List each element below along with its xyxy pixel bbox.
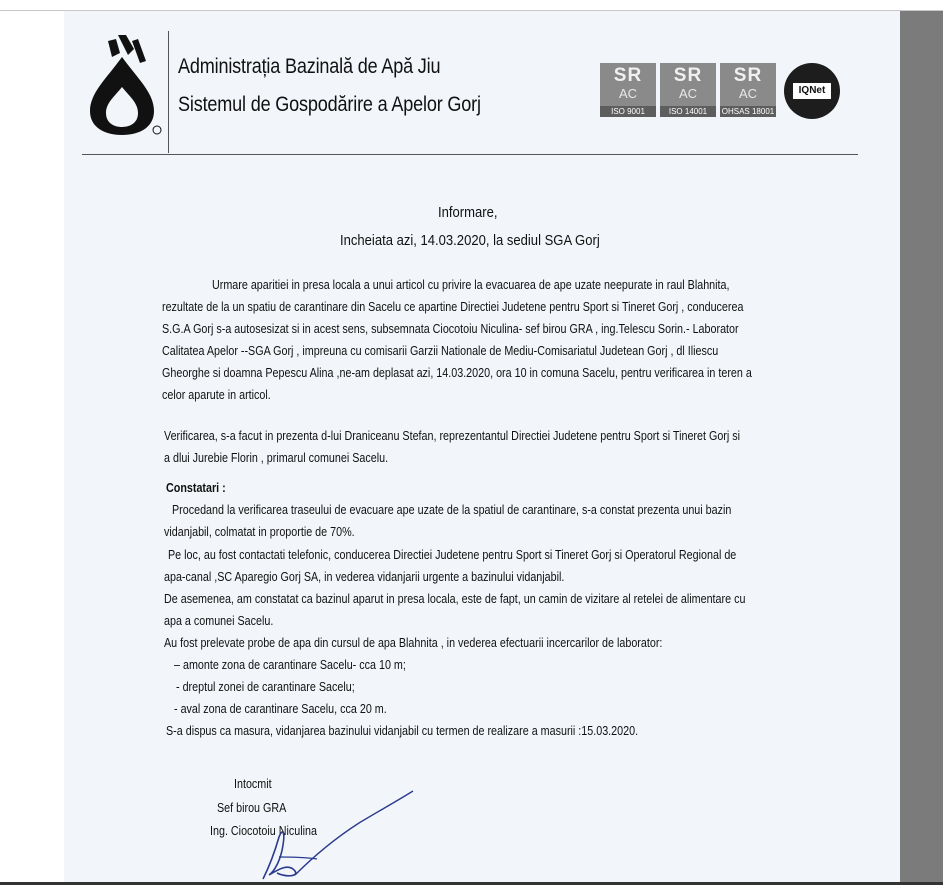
findings-line: De asemenea, am constatat ca bazinul aparut in presa locala, este de fapt, un camin de vizitare al retelei de alimentare cu (164, 592, 746, 606)
water-drop-logo-icon (80, 31, 164, 137)
cert-ohsas18001-badge: SR AC OHSAS 18001 (721, 65, 775, 116)
findings-line: vidanjabil, colmatat in proportie de 70%. (164, 525, 355, 539)
findings-line: S-a dispus ca masura, vidanjarea bazinului vidanjabil cu termen de realizare a masurii :15.03.2020. (166, 724, 639, 738)
para1-line: rezultate de la un spatiu de carantinare din Sacelu ce apartine Directiei Judetene pentru Sport si Tineret Gorj , conducerea (162, 300, 744, 314)
findings-line: apa-canal ,SC Aparegio Gorj SA, in vederea vidanjarii urgente a bazinului vidanjabil. (164, 570, 565, 584)
iqnet-seal-icon: IQNet (784, 63, 840, 119)
para1-line: Urmare aparitiei in presa locala a unui articol cu privire la evacuarea de ape uzate neepurate in raul Blahnita, (212, 278, 730, 292)
para2-line: Verificarea, s-a facut in prezenta d-lui Draniceanu Stefan, reprezentantul Directiei Judetene pentru Sport si Tineret Gorj si (164, 429, 741, 443)
findings-line: Procedand la verificarea traseului de evacuare ape uzate de la spatiul de carantinare, s-a constat prezenta unui bazin (172, 503, 732, 517)
document-subtitle: Incheiata azi, 14.03.2020, la sediul SGA Gorj (340, 233, 600, 249)
viewer-left-margin (0, 11, 64, 885)
header-horizontal-rule (82, 154, 858, 155)
cert-iso9001-badge: SR AC ISO 9001 (600, 63, 656, 117)
findings-heading: Constatari : (166, 481, 226, 495)
signature-label: Intocmit (234, 777, 272, 791)
cert-iso14001-badge: SR AC ISO 14001 (660, 63, 716, 117)
para1-line: Gheorghe si doamna Pepescu Alina ,ne-am deplasat azi, 14.03.2020, ora 10 in comuna Sacelu, pentru verificarea in teren a (162, 366, 752, 380)
viewer-scroll-gutter[interactable] (900, 11, 943, 885)
document-title: Informare, (438, 205, 498, 221)
findings-line: apa a comunei Sacelu. (164, 614, 274, 628)
certification-logos (600, 63, 840, 119)
findings-line: - dreptul zonei de carantinare Sacelu; (176, 680, 355, 694)
org-subtitle: Sistemul de Gospodărire a Apelor Gorj (178, 93, 481, 116)
header-vertical-rule (168, 31, 169, 153)
viewer-top-border (0, 0, 943, 11)
findings-line: Pe loc, au fost contactati telefonic, conducerea Directiei Judetene pentru Sport si Tineret Gorj si Operatorul Regional de (168, 548, 737, 562)
para2-line: a dlui Jurebie Florin , primarul comunei Sacelu. (164, 451, 389, 465)
signature-role: Sef birou GRA (217, 801, 287, 815)
org-name: Administrația Bazinală de Apă Jiu (178, 55, 441, 78)
handwritten-signature-icon (239, 771, 439, 882)
signature-name: Ing. Ciocotoiu Niculina (210, 824, 317, 838)
para1-line: S.G.A Gorj s-a autosesizat si in acest sens, subsemnata Ciocotoiu Niculina- sef birou GRA , ing.Telescu Sorin.- Laborator (162, 322, 739, 336)
findings-line: Au fost prelevate probe de apa din cursul de apa Blahnita , in vederea efectuarii incercarilor de laborator: (164, 636, 663, 650)
para1-line: celor aparute in articol. (162, 388, 271, 402)
para1-line: Calitatea Apelor --SGA Gorj , impreuna cu comisarii Garzii Nationale de Mediu-Comisariatul Judetean Gorj , dl Iliescu (162, 344, 719, 358)
document-page (64, 11, 900, 882)
findings-line: – amonte zona de carantinare Sacelu- cca 10 m; (174, 658, 406, 672)
findings-line: - aval zona de carantinare Sacelu, cca 20 m. (174, 702, 387, 716)
